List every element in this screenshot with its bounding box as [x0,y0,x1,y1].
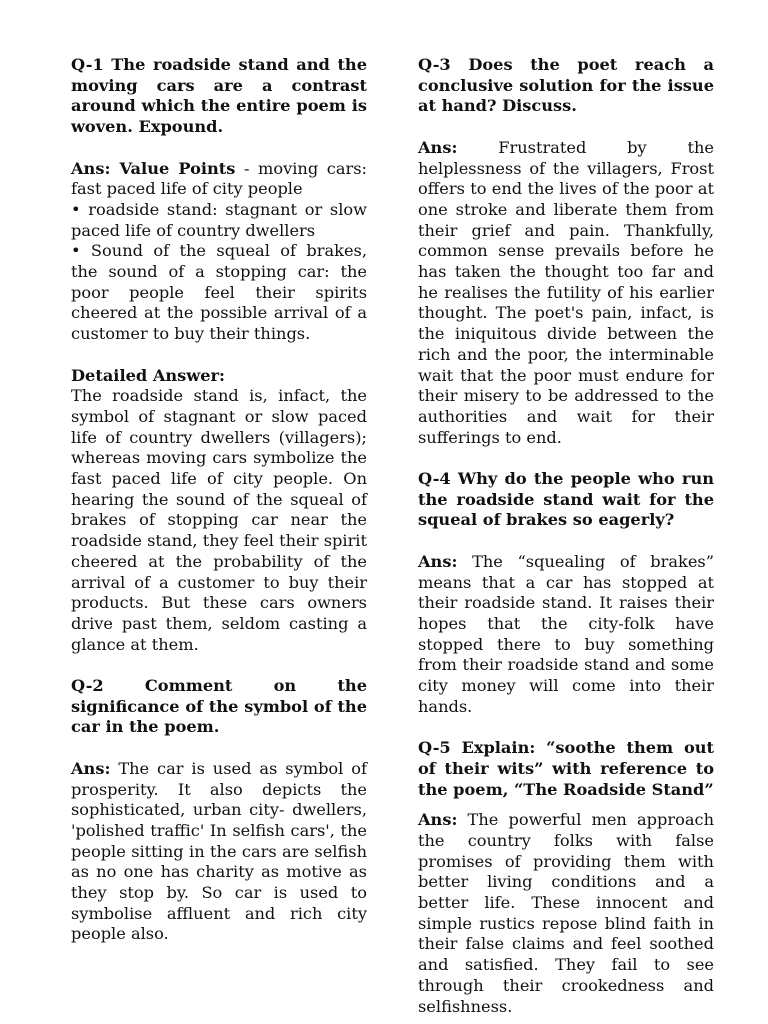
answer-4-label: Ans: [418,551,458,571]
right-column [418,55,714,1017]
question-1: Q-1 The roadside stand and the moving cars are a contrast around which the entire poem is woven. Expound. [71,55,367,137]
answer-4 [418,552,714,718]
answer-2-text: The car is used as symbol of prosperity. It also depicts the sophisticated, urban city- dwellers, 'polished traffic' In selfish cars', the people sitting in the cars are selfish as no one has charity as motive as they stop by. So car is used to symbolise affluent and rich city people also. [71,758,367,944]
answer-1-label: Ans: Value Points [71,158,236,178]
question-3: Q-3 Does the poet reach a conclusive solution for the issue at hand? Discuss. [418,55,714,116]
question-2: Q-2 Comment on the significance of the symbol of the car in the poem. [71,676,367,737]
answer-1-value-points [71,159,367,200]
left-column [71,55,367,945]
answer-3-text: Frustrated by the helplessness of the villagers, Frost offers to end the lives of the poor at one stroke and liberate them from their grief and pain. Thankfully, common sense prevails before he has taken the thought too far and he realises the futility of his earlier thought. The poet's pain, infact, is the iniquitous divide between the rich and the poor, the interminable wait that the poor must endure for their misery to be addressed to the authorities and wait for their sufferings to end. [418,137,714,447]
answer-1-point-2: • roadside stand: stagnant or slow paced life of country dwellers [71,199,367,240]
detailed-answer-text: The roadside stand is, infact, the symbol of stagnant or slow paced life of country dwellers (villagers); whereas moving cars symbolize the fast paced life of city people. On hearing the sound of the squeal of brakes of stopping car near the roadside stand, they feel their spirit cheered at the probability of the arrival of a customer to buy their products. But these cars owners drive past them, seldom casting a glance at them. [71,386,367,654]
answer-5-label: Ans: [418,810,458,830]
answer-3 [418,138,714,449]
answer-4-text: The “squealing of brakes” means that a car has stopped at their roadside stand. It raises their hopes that the city-folk have stopped there to buy something from their roadside stand and some city money will come into their hands. [418,551,714,716]
answer-1-point-3: • Sound of the squeal of brakes, the sound of a stopping car: the poor people feel their spirits cheered at the possible arrival of a customer to buy their things. [71,241,367,344]
question-5: Q-5 Explain: “soothe them out of their wits” with reference to the poem, “The Roadside Stand” [418,738,714,799]
answer-3-label: Ans: [418,137,458,157]
answer-5 [418,810,714,1017]
detailed-answer-label: Detailed Answer: [71,365,226,385]
answer-2 [71,759,367,945]
answer-5-text: The powerful men approach the country folks with false promises of providing them with better living conditions and a better life. These innocent and simple rustics repose blind faith in their false claims and feel soothed and satisfied. They fail to see through their crookedness and selfishness. [418,810,714,1016]
question-4: Q-4 Why do the people who run the roadside stand wait for the squeal of brakes so eagerly? [418,469,714,530]
answer-1-point-1: - moving cars: fast paced life of city people [71,158,367,199]
answer-2-label: Ans: [71,758,111,778]
